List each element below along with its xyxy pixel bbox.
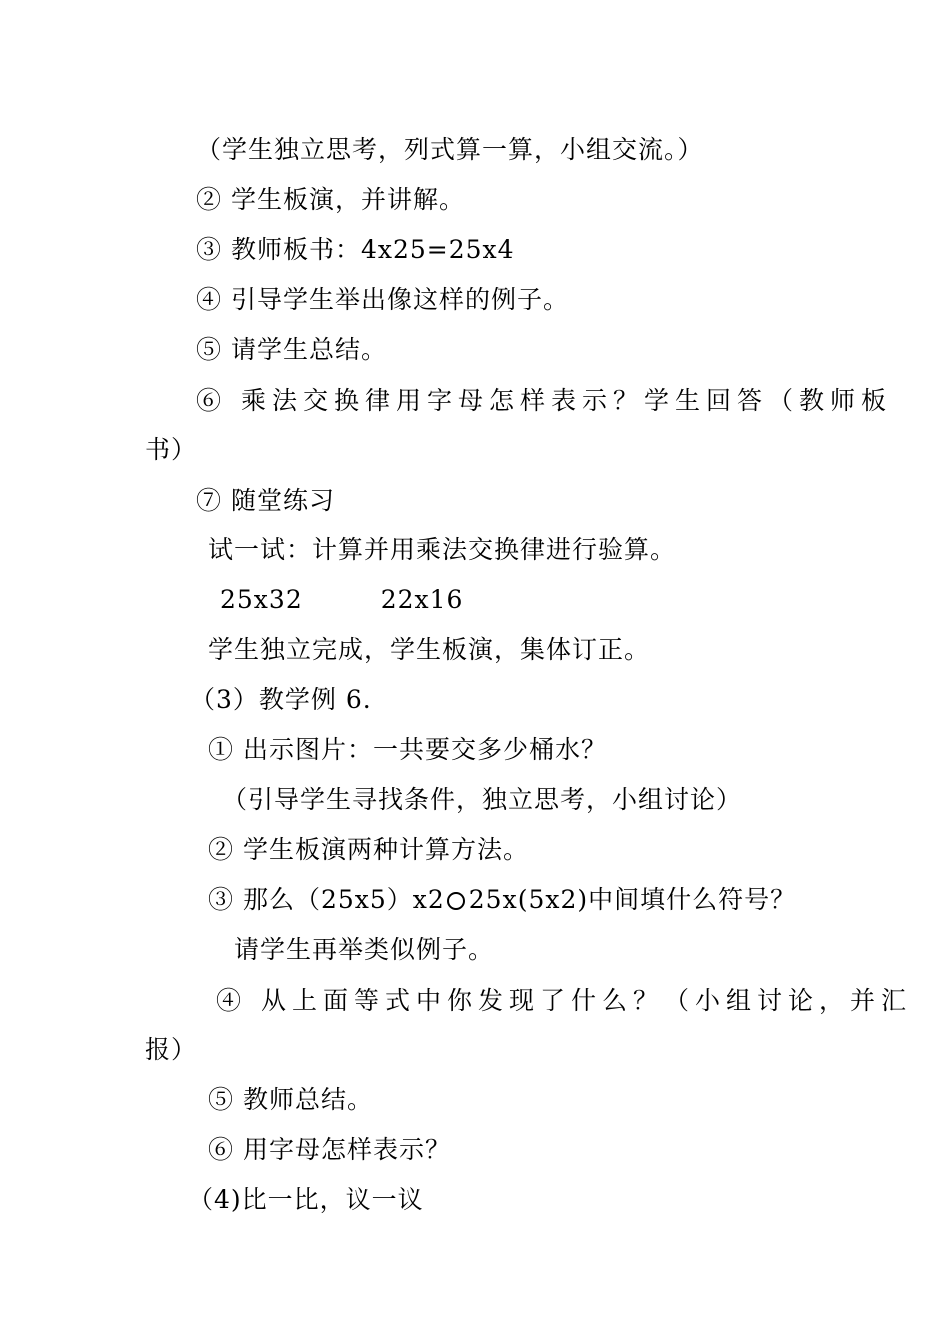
text-line-guide-conditions: （引导学生寻找条件，独立思考，小组讨论） — [222, 785, 743, 814]
text-line-two-methods: ② 学生板演两种计算方法。 — [208, 835, 529, 864]
text-line-letters-question-cont: 书） — [145, 435, 198, 464]
text-line-similar-examples: 请学生再举类似例子。 — [234, 935, 495, 964]
text-line-teacher-summary: ⑤ 教师总结。 — [208, 1085, 373, 1114]
text-line-exercises — [220, 584, 463, 616]
text-line-board-demo: ② 学生板演，并讲解。 — [196, 185, 465, 214]
text-line-complete: 学生独立完成，学生板演，集体订正。 — [208, 635, 651, 664]
text-line-summarize: ⑤ 请学生总结。 — [196, 335, 387, 364]
text-line-try: 试一试：计算并用乘法交换律进行验算。 — [208, 535, 677, 564]
text-line-discover: ④ 从上面等式中你发现了什么？（小组讨论，并汇 — [216, 986, 912, 1015]
text-line-teacher-writes: ③ 教师板书：4x25=25x4 — [196, 235, 515, 264]
section-heading-compare: （4)比一比，议一议 — [188, 1185, 424, 1214]
text-line-practice: ⑦ 随堂练习 — [196, 486, 335, 515]
blank-circle-icon — [447, 892, 465, 910]
text-line-letters: ⑥ 用字母怎样表示？ — [208, 1135, 451, 1164]
expression-right: 25x(5x2)中间填什么符号？ — [468, 885, 797, 914]
text-line-discover-cont: 报） — [145, 1035, 198, 1064]
text-line-fill-symbol — [208, 884, 796, 916]
text-line-show-picture: ① 出示图片：一共要交多少桶水？ — [208, 735, 607, 764]
text-line-letters-question: ⑥ 乘法交换律用字母怎样表示？学生回答（教师板 — [196, 386, 892, 415]
exercise-2: 22x16 — [380, 585, 464, 614]
exercise-1: 25x32 — [220, 585, 303, 614]
text-line-think: （学生独立思考，列式算一算，小组交流。） — [196, 135, 704, 164]
section-heading-example-6: （3）教学例 6. — [190, 685, 372, 714]
expression-left: ③ 那么（25x5）x2 — [208, 885, 445, 914]
text-line-guide-examples: ④ 引导学生举出像这样的例子。 — [196, 285, 569, 314]
